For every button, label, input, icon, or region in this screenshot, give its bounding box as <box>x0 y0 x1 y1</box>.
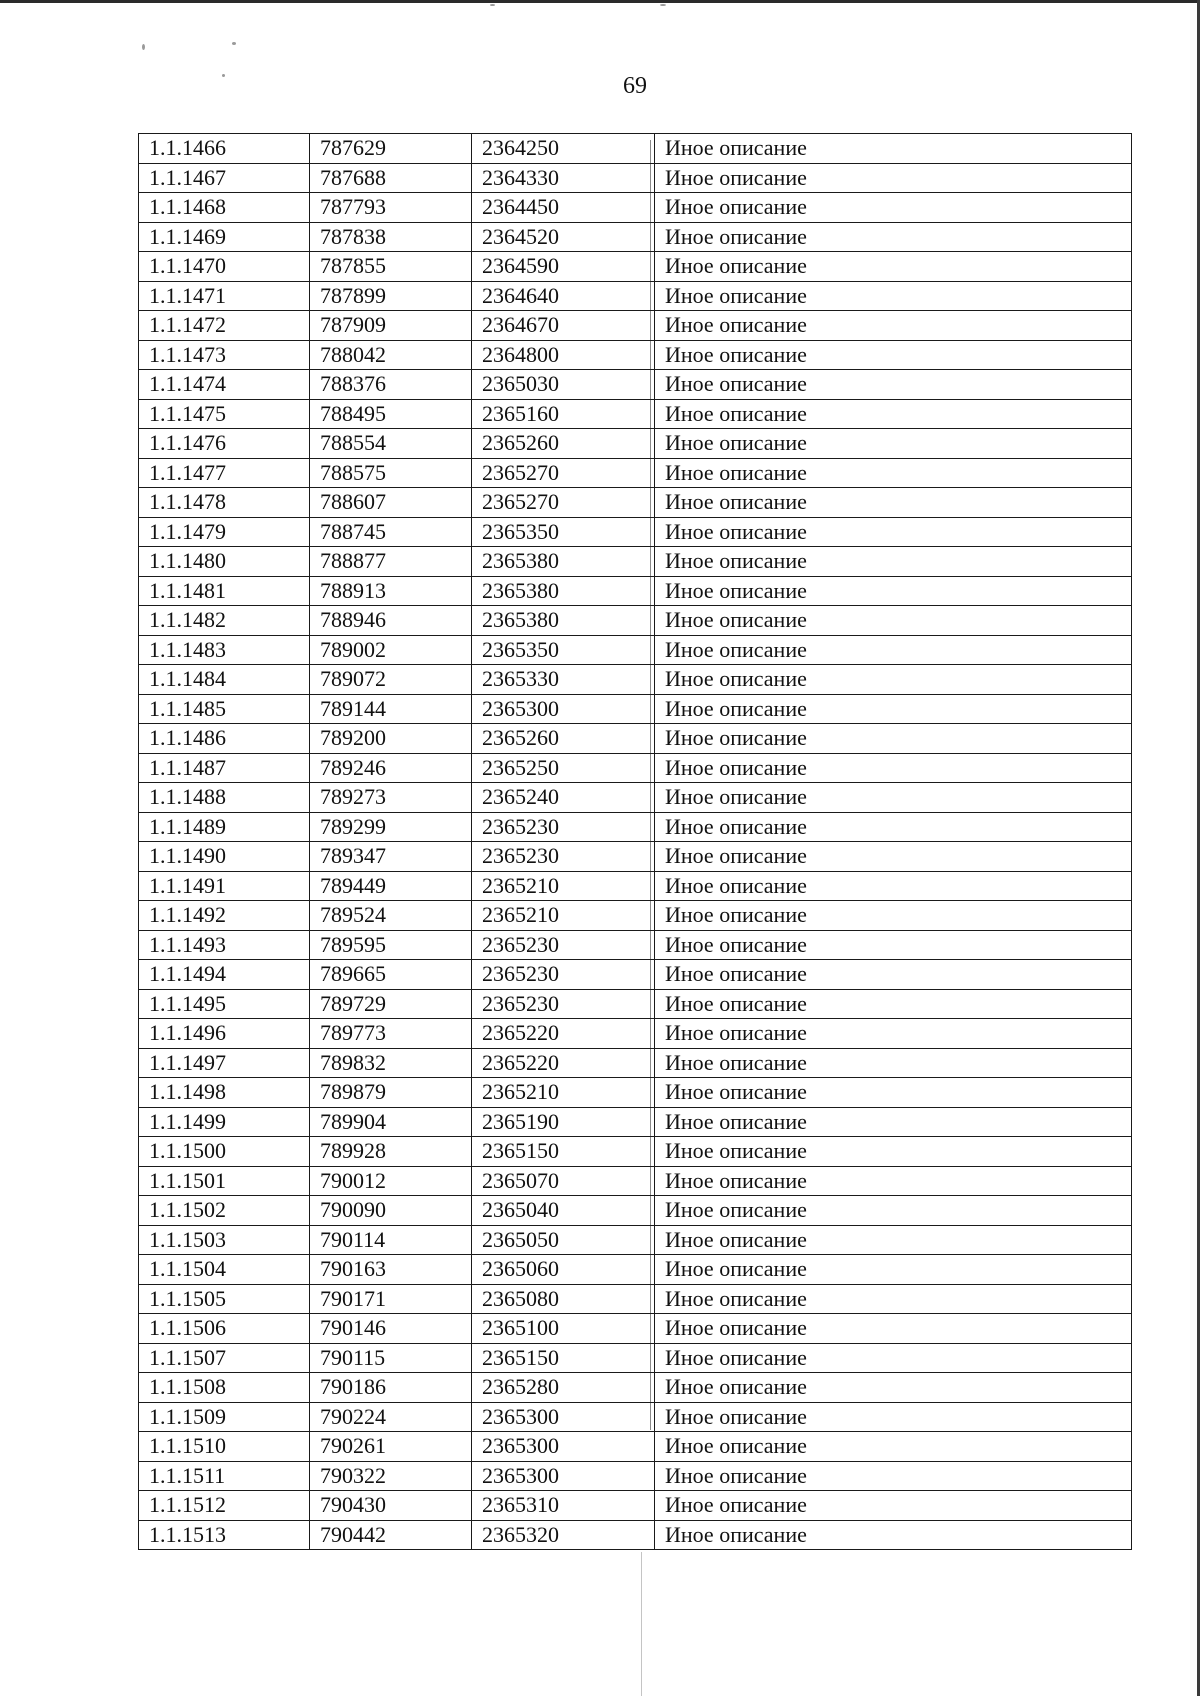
x-coordinate-cell: 789002 <box>310 635 472 665</box>
table-row <box>139 1432 1132 1462</box>
point-number-cell: 1.1.1488 <box>139 783 310 813</box>
description-cell: Иное описание <box>655 812 1132 842</box>
x-coordinate-cell: 788913 <box>310 576 472 606</box>
x-coordinate-cell: 790114 <box>310 1225 472 1255</box>
point-number-cell: 1.1.1468 <box>139 193 310 223</box>
point-number-cell: 1.1.1500 <box>139 1137 310 1167</box>
table-row <box>139 753 1132 783</box>
scan-speck <box>142 44 145 50</box>
x-coordinate-cell: 787838 <box>310 222 472 252</box>
point-number-cell: 1.1.1478 <box>139 488 310 518</box>
description-cell: Иное описание <box>655 1048 1132 1078</box>
table-row <box>139 488 1132 518</box>
point-number-cell: 1.1.1501 <box>139 1166 310 1196</box>
y-coordinate-cell: 2365230 <box>472 989 655 1019</box>
y-coordinate-cell: 2365210 <box>472 1078 655 1108</box>
x-coordinate-cell: 789729 <box>310 989 472 1019</box>
y-coordinate-cell: 2365350 <box>472 635 655 665</box>
y-coordinate-cell: 2365260 <box>472 429 655 459</box>
y-coordinate-cell: 2364640 <box>472 281 655 311</box>
y-coordinate-cell: 2365230 <box>472 812 655 842</box>
description-cell: Иное описание <box>655 724 1132 754</box>
description-cell: Иное описание <box>655 783 1132 813</box>
table-row <box>139 1402 1132 1432</box>
point-number-cell: 1.1.1487 <box>139 753 310 783</box>
y-coordinate-cell: 2365270 <box>472 488 655 518</box>
x-coordinate-cell: 788745 <box>310 517 472 547</box>
description-cell: Иное описание <box>655 576 1132 606</box>
table-row <box>139 694 1132 724</box>
x-coordinate-cell: 790186 <box>310 1373 472 1403</box>
table-row <box>139 1491 1132 1521</box>
scan-top-edge <box>0 0 1200 3</box>
y-coordinate-cell: 2365190 <box>472 1107 655 1137</box>
y-coordinate-cell: 2364670 <box>472 311 655 341</box>
point-number-cell: 1.1.1513 <box>139 1520 310 1550</box>
description-cell: Иное описание <box>655 547 1132 577</box>
x-coordinate-cell: 789144 <box>310 694 472 724</box>
point-number-cell: 1.1.1466 <box>139 134 310 164</box>
x-coordinate-cell: 789595 <box>310 930 472 960</box>
page-number: 69 <box>623 73 647 99</box>
description-cell: Иное описание <box>655 193 1132 223</box>
x-coordinate-cell: 790261 <box>310 1432 472 1462</box>
table-row <box>139 1225 1132 1255</box>
table-row <box>139 1314 1132 1344</box>
point-number-cell: 1.1.1504 <box>139 1255 310 1285</box>
point-number-cell: 1.1.1512 <box>139 1491 310 1521</box>
description-cell: Иное описание <box>655 1137 1132 1167</box>
description-cell: Иное описание <box>655 399 1132 429</box>
description-cell: Иное описание <box>655 281 1132 311</box>
table-row <box>139 193 1132 223</box>
description-cell: Иное описание <box>655 1491 1132 1521</box>
description-cell: Иное описание <box>655 134 1132 164</box>
table-row <box>139 1255 1132 1285</box>
y-coordinate-cell: 2365240 <box>472 783 655 813</box>
description-cell: Иное описание <box>655 252 1132 282</box>
table-row <box>139 311 1132 341</box>
y-coordinate-cell: 2364590 <box>472 252 655 282</box>
y-coordinate-cell: 2365050 <box>472 1225 655 1255</box>
table-row <box>139 163 1132 193</box>
scan-speck <box>232 42 236 45</box>
y-coordinate-cell: 2365160 <box>472 399 655 429</box>
x-coordinate-cell: 789200 <box>310 724 472 754</box>
description-cell: Иное описание <box>655 1432 1132 1462</box>
point-number-cell: 1.1.1467 <box>139 163 310 193</box>
point-number-cell: 1.1.1511 <box>139 1461 310 1491</box>
x-coordinate-cell: 788575 <box>310 458 472 488</box>
y-coordinate-cell: 2365300 <box>472 1402 655 1432</box>
y-coordinate-cell: 2365230 <box>472 930 655 960</box>
x-coordinate-cell: 787909 <box>310 311 472 341</box>
point-number-cell: 1.1.1499 <box>139 1107 310 1137</box>
description-cell: Иное описание <box>655 163 1132 193</box>
x-coordinate-cell: 788946 <box>310 606 472 636</box>
x-coordinate-cell: 788495 <box>310 399 472 429</box>
y-coordinate-cell: 2365320 <box>472 1520 655 1550</box>
point-number-cell: 1.1.1493 <box>139 930 310 960</box>
scan-speck <box>660 4 666 6</box>
point-number-cell: 1.1.1473 <box>139 340 310 370</box>
y-coordinate-cell: 2365040 <box>472 1196 655 1226</box>
y-coordinate-cell: 2365380 <box>472 606 655 636</box>
table-row <box>139 340 1132 370</box>
table-row <box>139 606 1132 636</box>
coordinates-table-container <box>138 133 1131 1550</box>
table-row <box>139 134 1132 164</box>
y-coordinate-cell: 2364250 <box>472 134 655 164</box>
table-row <box>139 901 1132 931</box>
table-row <box>139 399 1132 429</box>
point-number-cell: 1.1.1476 <box>139 429 310 459</box>
description-cell: Иное описание <box>655 1225 1132 1255</box>
point-number-cell: 1.1.1475 <box>139 399 310 429</box>
y-coordinate-cell: 2365150 <box>472 1343 655 1373</box>
table-row <box>139 1520 1132 1550</box>
table-row <box>139 370 1132 400</box>
y-coordinate-cell: 2364450 <box>472 193 655 223</box>
point-number-cell: 1.1.1469 <box>139 222 310 252</box>
x-coordinate-cell: 790163 <box>310 1255 472 1285</box>
point-number-cell: 1.1.1503 <box>139 1225 310 1255</box>
y-coordinate-cell: 2365350 <box>472 517 655 547</box>
point-number-cell: 1.1.1479 <box>139 517 310 547</box>
y-coordinate-cell: 2365300 <box>472 1461 655 1491</box>
point-number-cell: 1.1.1485 <box>139 694 310 724</box>
description-cell: Иное описание <box>655 458 1132 488</box>
table-row <box>139 1284 1132 1314</box>
point-number-cell: 1.1.1470 <box>139 252 310 282</box>
table-row <box>139 1107 1132 1137</box>
description-cell: Иное описание <box>655 606 1132 636</box>
x-coordinate-cell: 790146 <box>310 1314 472 1344</box>
x-coordinate-cell: 790224 <box>310 1402 472 1432</box>
x-coordinate-cell: 790012 <box>310 1166 472 1196</box>
description-cell: Иное описание <box>655 635 1132 665</box>
description-cell: Иное описание <box>655 1520 1132 1550</box>
point-number-cell: 1.1.1498 <box>139 1078 310 1108</box>
y-coordinate-cell: 2365270 <box>472 458 655 488</box>
x-coordinate-cell: 787855 <box>310 252 472 282</box>
table-row <box>139 576 1132 606</box>
point-number-cell: 1.1.1507 <box>139 1343 310 1373</box>
table-row <box>139 517 1132 547</box>
x-coordinate-cell: 788376 <box>310 370 472 400</box>
x-coordinate-cell: 789524 <box>310 901 472 931</box>
x-coordinate-cell: 789928 <box>310 1137 472 1167</box>
y-coordinate-cell: 2365210 <box>472 871 655 901</box>
table-row <box>139 1196 1132 1226</box>
y-coordinate-cell: 2365250 <box>472 753 655 783</box>
table-row <box>139 1048 1132 1078</box>
table-row <box>139 871 1132 901</box>
table-row <box>139 1137 1132 1167</box>
coordinates-table <box>138 133 1132 1550</box>
y-coordinate-cell: 2365230 <box>472 842 655 872</box>
point-number-cell: 1.1.1481 <box>139 576 310 606</box>
table-row <box>139 1166 1132 1196</box>
description-cell: Иное описание <box>655 488 1132 518</box>
x-coordinate-cell: 789299 <box>310 812 472 842</box>
y-coordinate-cell: 2365080 <box>472 1284 655 1314</box>
x-coordinate-cell: 789879 <box>310 1078 472 1108</box>
description-cell: Иное описание <box>655 694 1132 724</box>
point-number-cell: 1.1.1497 <box>139 1048 310 1078</box>
x-coordinate-cell: 789832 <box>310 1048 472 1078</box>
description-cell: Иное описание <box>655 1196 1132 1226</box>
description-cell: Иное описание <box>655 1284 1132 1314</box>
table-row <box>139 1078 1132 1108</box>
point-number-cell: 1.1.1492 <box>139 901 310 931</box>
table-row <box>139 665 1132 695</box>
description-cell: Иное описание <box>655 665 1132 695</box>
x-coordinate-cell: 789246 <box>310 753 472 783</box>
description-cell: Иное описание <box>655 1461 1132 1491</box>
description-cell: Иное описание <box>655 517 1132 547</box>
point-number-cell: 1.1.1505 <box>139 1284 310 1314</box>
x-coordinate-cell: 787688 <box>310 163 472 193</box>
table-row <box>139 812 1132 842</box>
point-number-cell: 1.1.1491 <box>139 871 310 901</box>
table-row <box>139 783 1132 813</box>
y-coordinate-cell: 2365310 <box>472 1491 655 1521</box>
description-cell: Иное описание <box>655 1255 1132 1285</box>
table-row <box>139 547 1132 577</box>
y-coordinate-cell: 2364330 <box>472 163 655 193</box>
table-row <box>139 429 1132 459</box>
table-row <box>139 1461 1132 1491</box>
y-coordinate-cell: 2365300 <box>472 1432 655 1462</box>
point-number-cell: 1.1.1484 <box>139 665 310 695</box>
x-coordinate-cell: 790430 <box>310 1491 472 1521</box>
x-coordinate-cell: 790322 <box>310 1461 472 1491</box>
x-coordinate-cell: 789273 <box>310 783 472 813</box>
x-coordinate-cell: 789072 <box>310 665 472 695</box>
x-coordinate-cell: 790171 <box>310 1284 472 1314</box>
point-number-cell: 1.1.1482 <box>139 606 310 636</box>
table-row <box>139 1343 1132 1373</box>
table-body <box>139 134 1132 1550</box>
y-coordinate-cell: 2365210 <box>472 901 655 931</box>
description-cell: Иное описание <box>655 340 1132 370</box>
description-cell: Иное описание <box>655 871 1132 901</box>
description-cell: Иное описание <box>655 1373 1132 1403</box>
y-coordinate-cell: 2365030 <box>472 370 655 400</box>
y-coordinate-cell: 2365230 <box>472 960 655 990</box>
description-cell: Иное описание <box>655 370 1132 400</box>
x-coordinate-cell: 788877 <box>310 547 472 577</box>
point-number-cell: 1.1.1490 <box>139 842 310 872</box>
point-number-cell: 1.1.1483 <box>139 635 310 665</box>
x-coordinate-cell: 787793 <box>310 193 472 223</box>
description-cell: Иное описание <box>655 1166 1132 1196</box>
point-number-cell: 1.1.1474 <box>139 370 310 400</box>
table-row <box>139 281 1132 311</box>
scan-speck <box>490 4 495 6</box>
x-coordinate-cell: 790442 <box>310 1520 472 1550</box>
y-coordinate-cell: 2365070 <box>472 1166 655 1196</box>
description-cell: Иное описание <box>655 1402 1132 1432</box>
description-cell: Иное описание <box>655 1314 1132 1344</box>
description-cell: Иное описание <box>655 1107 1132 1137</box>
description-cell: Иное описание <box>655 901 1132 931</box>
y-coordinate-cell: 2365060 <box>472 1255 655 1285</box>
x-coordinate-cell: 787629 <box>310 134 472 164</box>
x-coordinate-cell: 790090 <box>310 1196 472 1226</box>
table-row <box>139 1373 1132 1403</box>
table-row <box>139 842 1132 872</box>
x-coordinate-cell: 790115 <box>310 1343 472 1373</box>
x-coordinate-cell: 788042 <box>310 340 472 370</box>
y-coordinate-cell: 2365150 <box>472 1137 655 1167</box>
description-cell: Иное описание <box>655 311 1132 341</box>
point-number-cell: 1.1.1494 <box>139 960 310 990</box>
point-number-cell: 1.1.1509 <box>139 1402 310 1432</box>
description-cell: Иное описание <box>655 222 1132 252</box>
description-cell: Иное описание <box>655 429 1132 459</box>
point-number-cell: 1.1.1489 <box>139 812 310 842</box>
description-cell: Иное описание <box>655 1078 1132 1108</box>
description-cell: Иное описание <box>655 930 1132 960</box>
table-row <box>139 1019 1132 1049</box>
description-cell: Иное описание <box>655 1343 1132 1373</box>
table-row <box>139 989 1132 1019</box>
table-row <box>139 635 1132 665</box>
description-cell: Иное описание <box>655 1019 1132 1049</box>
y-coordinate-cell: 2365280 <box>472 1373 655 1403</box>
point-number-cell: 1.1.1486 <box>139 724 310 754</box>
y-coordinate-cell: 2365300 <box>472 694 655 724</box>
description-cell: Иное описание <box>655 842 1132 872</box>
x-coordinate-cell: 789665 <box>310 960 472 990</box>
point-number-cell: 1.1.1510 <box>139 1432 310 1462</box>
y-coordinate-cell: 2365380 <box>472 547 655 577</box>
x-coordinate-cell: 788554 <box>310 429 472 459</box>
y-coordinate-cell: 2364520 <box>472 222 655 252</box>
x-coordinate-cell: 788607 <box>310 488 472 518</box>
y-coordinate-cell: 2365260 <box>472 724 655 754</box>
point-number-cell: 1.1.1506 <box>139 1314 310 1344</box>
description-cell: Иное описание <box>655 989 1132 1019</box>
point-number-cell: 1.1.1480 <box>139 547 310 577</box>
description-cell: Иное описание <box>655 960 1132 990</box>
point-number-cell: 1.1.1477 <box>139 458 310 488</box>
x-coordinate-cell: 789347 <box>310 842 472 872</box>
table-row <box>139 724 1132 754</box>
x-coordinate-cell: 789904 <box>310 1107 472 1137</box>
table-row <box>139 960 1132 990</box>
table-row <box>139 930 1132 960</box>
y-coordinate-cell: 2364800 <box>472 340 655 370</box>
y-coordinate-cell: 2365220 <box>472 1048 655 1078</box>
point-number-cell: 1.1.1508 <box>139 1373 310 1403</box>
point-number-cell: 1.1.1496 <box>139 1019 310 1049</box>
y-coordinate-cell: 2365330 <box>472 665 655 695</box>
description-cell: Иное описание <box>655 753 1132 783</box>
x-coordinate-cell: 787899 <box>310 281 472 311</box>
x-coordinate-cell: 789449 <box>310 871 472 901</box>
point-number-cell: 1.1.1471 <box>139 281 310 311</box>
table-row <box>139 252 1132 282</box>
point-number-cell: 1.1.1472 <box>139 311 310 341</box>
y-coordinate-cell: 2365380 <box>472 576 655 606</box>
point-number-cell: 1.1.1502 <box>139 1196 310 1226</box>
table-row <box>139 458 1132 488</box>
point-number-cell: 1.1.1495 <box>139 989 310 1019</box>
y-coordinate-cell: 2365220 <box>472 1019 655 1049</box>
scan-fold-line-bottom <box>641 1552 642 1696</box>
x-coordinate-cell: 789773 <box>310 1019 472 1049</box>
y-coordinate-cell: 2365100 <box>472 1314 655 1344</box>
table-row <box>139 222 1132 252</box>
